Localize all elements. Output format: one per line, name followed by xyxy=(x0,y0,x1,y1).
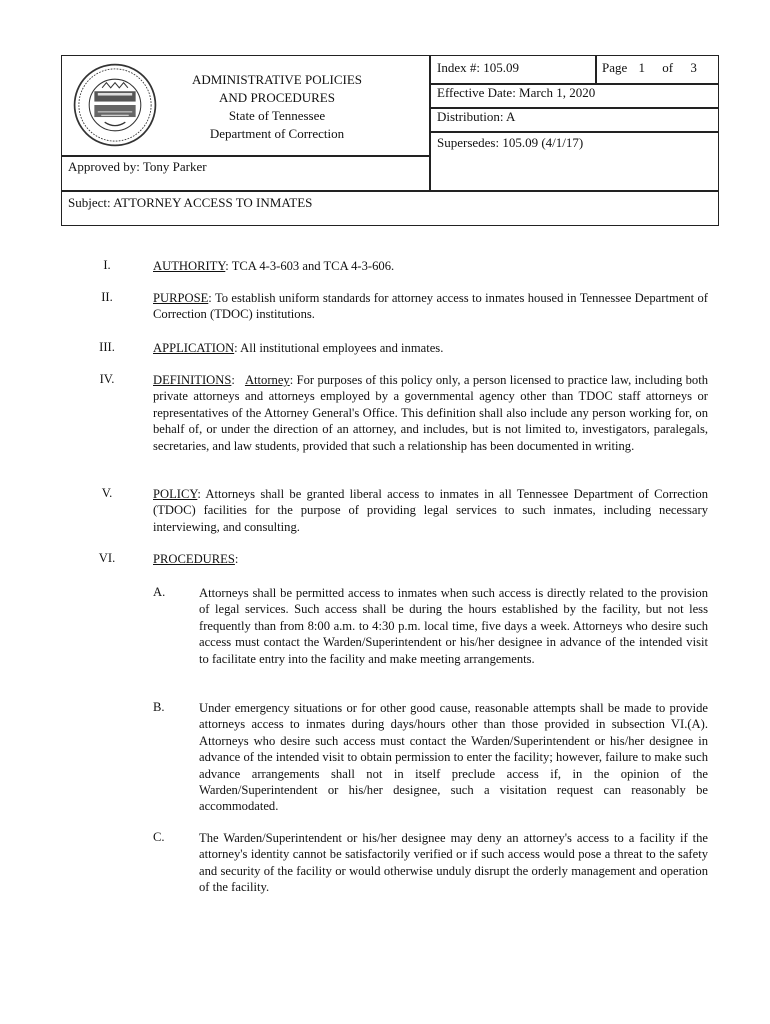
policy-header-box xyxy=(61,55,719,226)
section-text: : To establish uniform standards for attorney access to inmates housed in Tennessee Department of Correction (TDOC) institutions. xyxy=(153,291,708,322)
section-heading: POLICY xyxy=(153,487,198,501)
index-number: Index #: 105.09 xyxy=(437,60,519,75)
supersedes: Supersedes: 105.09 (4/1/17) xyxy=(437,135,584,150)
page-of: of xyxy=(662,60,674,75)
section-text: : All institutional employees and inmates. xyxy=(234,341,444,355)
procedure-a: Attorneys shall be permitted access to inmates when such access is directly related to the provision of legal services. Such access shall be during the hours established by the facility, but not less frequently than from 8:00 a.m. to 4:30 p.m. local time, five days a week. Attorneys who desire such access must contact the Warden/Superintendent or his/her designee in advance of the intended visit to facilitate entry into the facility and make meeting arrangements. xyxy=(199,586,708,666)
section-text: : Attorneys shall be granted liberal access to inmates in all Tennessee Department of Correction (TDOC) facilities for the purpose of providing legal services to such inmates, including necessary interviewing, and consulting. xyxy=(153,487,708,534)
section-text: : For purposes of this policy only, a person licensed to practice law, including both private attorneys and attorneys employed by a governmental agency other than TDOC staff attorneys or representatives of the Attorney General's Office. This definition shall also include any person working for, on behalf of, or under the direction of an attorney, and includes, but is not limited to, investigators, paralegals, secretaries, and law students, provided that such a relationship has been documented in writing. xyxy=(153,373,708,453)
header-rule xyxy=(62,155,430,157)
procedure-c: The Warden/Superintendent or his/her designee may deny an attorney's access to a facility if the attorney's identity cannot be satisfactorily verified or if such access would pose a threat to the safety and security of the facility or would otherwise unduly disrupt the orderly management and operation of the facility. xyxy=(199,831,708,895)
section-heading: PROCEDURES xyxy=(153,552,235,566)
section-procedures xyxy=(153,551,708,567)
page-counter xyxy=(602,60,712,76)
section-text: : xyxy=(234,552,239,566)
subject: Subject: ATTORNEY ACCESS TO INMATES xyxy=(68,195,313,210)
agency-line-2: AND PROCEDURES xyxy=(219,90,335,105)
section-authority xyxy=(153,258,708,274)
section-number: II. xyxy=(101,290,113,304)
page-number: 1 xyxy=(638,60,646,75)
section-application xyxy=(153,340,708,356)
header-rule xyxy=(429,131,719,133)
procedure-b: Under emergency situations or for other good cause, reasonable attempts shall be made to provide attorneys access to inmates during days/hours other than those provided in subsection VI.(A). Attorneys who desire such access must contact the Warden/Superintendent or his/her designee in advance of the intended visit to obtain permission to enter the facility; however, failure to make such advance arrangements shall not in itself preclude access if, in the opinion of the Warden/Superintendent or his/her designee, such a visitation request can reasonably be accommodated. xyxy=(199,701,708,814)
page-total: 3 xyxy=(690,60,697,75)
header-divider xyxy=(429,56,431,191)
agency-line-4: Department of Correction xyxy=(209,126,345,141)
section-text: : TCA 4-3-603 and TCA 4-3-606. xyxy=(225,259,395,273)
section-number: VI. xyxy=(98,551,116,565)
section-heading: PURPOSE xyxy=(153,291,209,305)
agency-line-1: ADMINISTRATIVE POLICIES xyxy=(191,72,363,87)
procedure-label: B. xyxy=(153,700,165,714)
approved-by: Approved by: Tony Parker xyxy=(68,159,207,174)
section-heading: APPLICATION xyxy=(153,341,235,355)
definition-term: Attorney xyxy=(244,373,290,387)
agency-block xyxy=(162,71,392,143)
procedure-label: C. xyxy=(153,830,165,844)
agency-line-3: State of Tennessee xyxy=(228,108,326,123)
page-cell-divider xyxy=(595,56,597,84)
state-seal-icon xyxy=(72,62,158,148)
section-number: V. xyxy=(101,486,113,500)
section-number: III. xyxy=(99,340,115,354)
section-policy xyxy=(153,486,708,535)
section-number: I. xyxy=(103,258,111,272)
procedure-label: A. xyxy=(153,585,166,599)
page-label: Page xyxy=(602,60,628,75)
section-heading: DEFINITIONS xyxy=(153,373,232,387)
distribution: Distribution: A xyxy=(437,109,516,124)
section-number: IV. xyxy=(99,372,115,386)
section-definitions: DEFINITIONS: Attorney: For purposes of this policy only, a person licensed to practice law, including both private attorneys and attorneys employed by a governmental agency other than TDOC staff attorneys or representatives of the Attorney General's Office. This definition shall also include any person working for, on behalf of, or under the direction of an attorney, and includes, but is not limited to, investigators, paralegals, secretaries, and law students, provided that such a relationship has been documented in writing. xyxy=(153,373,708,453)
header-rule xyxy=(62,190,719,192)
section-heading: AUTHORITY xyxy=(153,259,226,273)
effective-date: Effective Date: March 1, 2020 xyxy=(437,85,596,100)
section-purpose xyxy=(153,290,708,323)
